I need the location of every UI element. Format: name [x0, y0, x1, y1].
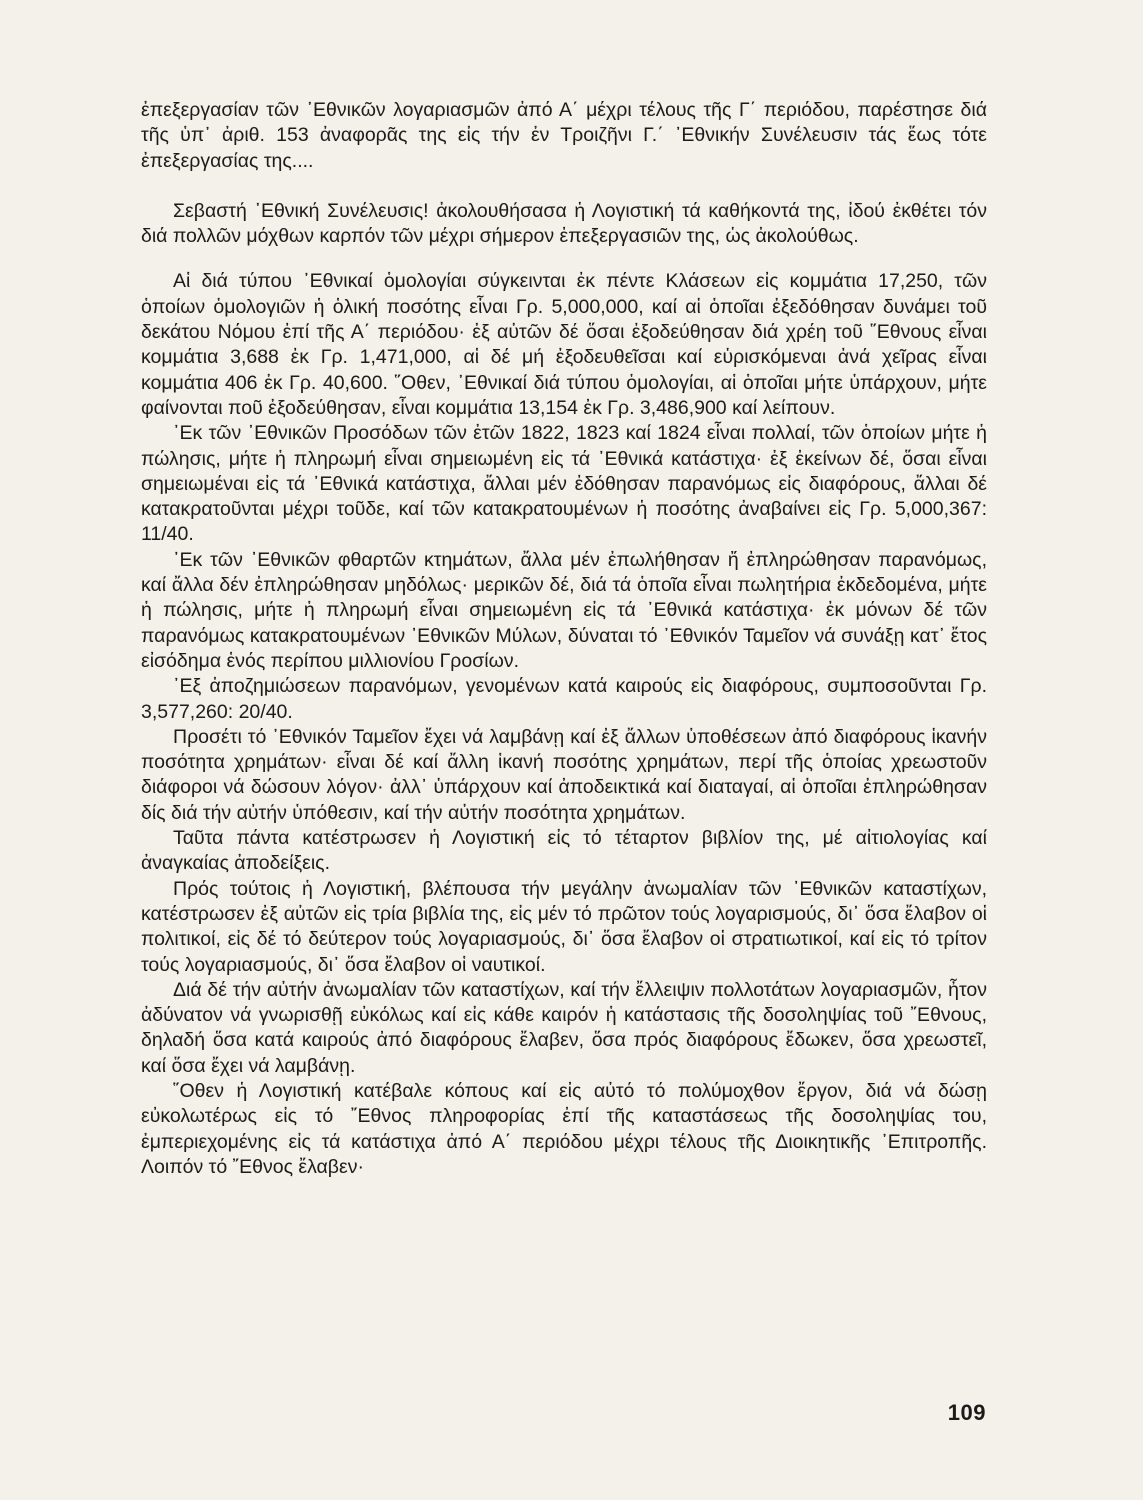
paragraph-fourth-book: Ταῦτα πάντα κατέστρωσεν ἡ Λογιστική εἰς τό τέταρτον βιβλίον της, μέ αἰτιολογίας καί ἀναγκαίας ἀποδείξεις.	[141, 827, 987, 875]
body-text	[141, 98, 987, 1180]
paragraph-continuation: ἐπεξεργασίαν τῶν ᾿Εθνικῶν λογαριασμῶν ἀπό Α΄ μέχρι τέλους τῆς Γ΄ περιόδου, παρέστησε διά τῆς ὑπ᾿ ἀριθ. 153 ἀναφορᾶς της εἰς τήν ἐν Τροιζῆνι Γ.΄ ᾿Εθνικήν Συνέλευσιν τάς ἕως τότε ἐπεξεργασίας της....	[141, 99, 987, 172]
paragraph-conclusion: ῞Οθεν ἡ Λογιστική κατέβαλε κόπους καί εἰς αὐτό τό πολύμοχθον ἔργον, διά νά δώσῃ εὐκολωτέρως εἰς τό ῎Εθνος πληροφορίας ἐπί τῆς καταστάσεως τῆς δοσοληψίας του, ἐμπεριεχομένης εἰς τά κατάστιχα ἀπό Α΄ περιόδου μέχρι τέλους τῆς Διοικητικῆς ᾿Επιτροπῆς. Λοιπόν τό ῎Εθνος ἔλαβεν·	[141, 1079, 987, 1178]
paragraph-bonds: Αἱ διά τύπου ᾿Εθνικαί ὁμολογίαι σύγκεινται ἐκ πέντε Κλάσεων εἰς κομμάτια 17,250, τῶν ὁποίων ὁμολογιῶν ἡ ὁλική ποσότης εἶναι Γρ. 5,000,000, καί αἱ ὁποῖαι ἐξεδόθησαν δυνάμει τοῦ δεκάτου Νόμου ἐπί τῆς Α΄ περιόδου· ἐξ αὐτῶν δέ ὅσαι ἐξοδεύθησαν διά χρέη τοῦ ῞Εθνους εἶναι κομμάτια 3,688 ἐκ Γρ. 1,471,000, αἱ δέ μή ἐξοδευθεῖσαι καί εὑρισκόμεναι ἀνά χεῖρας εἶναι κομμάτια 406 ἐκ Γρ. 40,600. ῞Οθεν, ᾿Εθνικαί διά τύπου ὁμολογίαι, αἱ ὁποῖαι μήτε ὑπάρχουν, μήτε φαίνονται ποῦ ἐξοδεύθησαν, εἶναι κομμάτια 13,154 ἐκ Γρ. 3,486,900 καί λείπουν.	[141, 270, 987, 419]
paragraph-address: Σεβαστή ᾿Εθνική Συνέλευσις! ἀκολουθήσασα ἡ Λογιστική τά καθήκοντά της, ἰδού ἐκθέτει τόν διά πολλῶν μόχθων καρπόν τῶν μέχρι σήμερον ἐπεξεργασιῶν της, ὡς ἀκολούθως.	[141, 199, 987, 248]
page-number: 109	[947, 1400, 986, 1425]
paragraph-treasury: Προσέτι τό ᾿Εθνικόν Ταμεῖον ἔχει νά λαμβάνῃ καί ἐξ ἄλλων ὑποθέσεων ἀπό διαφόρους ἱκανήν ποσότητα χρημάτων· εἶναι δέ καί ἄλλη ἱκανή ποσότης χρημάτων, περί τῆς ὁποίας χρεωστοῦν διάφοροι νά δώσουν λόγον· ἀλλ᾿ ὑπάρχουν καί ἀποδεικτικά καί διαταγαί, αἱ ὁποῖαι ἐπληρώθησαν δίς διά τήν αὐτήν ὑπόθεσιν, καί τήν αὐτήν ποσότητα χρημάτων.	[141, 725, 987, 824]
paragraph-compensations: ᾿Εξ ἀποζημιώσεων παρανόμων, γενομένων κατά καιρούς εἰς διαφόρους, συμποσοῦνται Γρ. 3,577,260: 20/40.	[141, 675, 987, 723]
paragraph-revenues: ᾿Εκ τῶν ᾿Εθνικῶν Προσόδων τῶν ἐτῶν 1822, 1823 καί 1824 εἶναι πολλαί, τῶν ὁποίων μήτε ἡ πώλησις, μήτε ἡ πληρωμή εἶναι σημειωμένη εἰς τά ᾿Εθνικά κατάστιχα· ἐξ ἐκείνων δέ, ὅσαι εἶναι σημειωμέναι εἰς τά ᾿Εθνικά κατάστιχα, ἄλλαι μέν ἐδόθησαν παρανόμως εἰς διαφόρους, ἄλλαι δέ κατακρατοῦνται μέχρι τοῦδε, καί τῶν κατακρατουμένων ἡ ποσότης ἀναβαίνει εἰς Γρ. 5,000,367: 11/40.	[141, 422, 987, 546]
paragraph-three-books: Πρός τούτοις ἡ Λογιστική, βλέπουσα τήν μεγάλην ἀνωμαλίαν τῶν ᾿Εθνικῶν καταστίχων, κατέστρωσεν ἐξ αὐτῶν εἰς τρία βιβλία της, εἰς μέν τό πρῶτον τούς λογαρισμούς, δι᾿ ὅσα ἔλαβον οἱ πολιτικοί, εἰς δέ τό δεύτερον τούς λογαριασμούς, δι᾿ ὅσα ἔλαβον οἱ στρατιωτικοί, καί εἰς τό τρίτον τούς λογαριασμούς, δι᾿ ὅσα ἔλαβον οἱ ναυτικοί.	[141, 877, 987, 976]
paragraph-properties: ᾿Εκ τῶν ᾿Εθνικῶν φθαρτῶν κτημάτων, ἄλλα μέν ἐπωλήθησαν ἤ ἐπληρώθησαν παρανόμως, καί ἄλλα δέν ἐπληρώθησαν μηδόλως· μερικῶν δέ, διά τά ὁποῖα εἶναι πωλητήρια ἐκδεδομένα, μήτε ἡ πώλησις, μήτε ἡ πληρωμή εἶναι σημειωμένη εἰς τά ᾿Εθνικά κατάστιχα· ἐκ μόνων δέ τῶν παρανόμως κατακρατουμένων ᾿Εθνικῶν Μύλων, δύναται τό ᾿Εθνικόν Ταμεῖον νά συνάξῃ κατ᾿ ἔτος εἰσόδημα ἑνός περίπου μιλλιονίου Γροσίων.	[141, 548, 987, 672]
paragraph-anomaly: Διά δέ τήν αὐτήν ἀνωμαλίαν τῶν καταστίχων, καί τήν ἔλλειψιν πολλοτάτων λογαριασμῶν, ἦτον ἀδύνατον νά γνωρισθῇ εὐκόλως καί εἰς κάθε καιρόν ἡ κατάστασις τῆς δοσοληψίας τοῦ ῎Εθνους, δηλαδή ὅσα κατά καιρούς ἀπό διαφόρους ἔλαβεν, ὅσα πρός διαφόρους ἔδωκεν, ὅσα χρεωστεῖ, καί ὅσα ἔχει νά λαμβάνῃ.	[141, 978, 987, 1077]
